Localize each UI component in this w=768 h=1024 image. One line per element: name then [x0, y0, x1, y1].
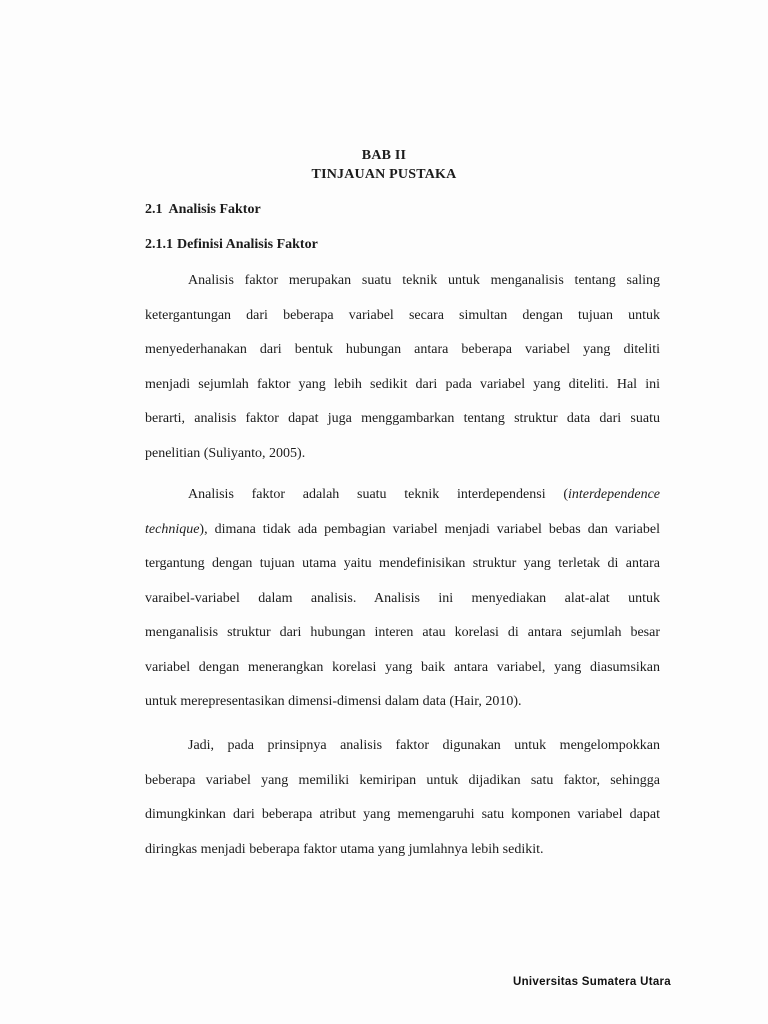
chapter-label: BAB II [361, 148, 407, 163]
paragraph-line: diringkas menjadi beberapa faktor utama yang jumlahnya lebih sedikit. [145, 841, 544, 857]
paragraph-line: menganalisis struktur dari hubungan interen atau korelasi di antara sejumlah besar [145, 625, 660, 640]
paragraph-line: variabel dengan menerangkan korelasi yang baik antara variabel, yang diasumsikan [145, 659, 660, 675]
paragraph-3 [145, 737, 660, 875]
subsection-number: 2.1.1 [145, 237, 173, 252]
paragraph-line: Analisis faktor merupakan suatu teknik untuk menganalisis tentang saling [188, 273, 660, 288]
section-heading [145, 201, 261, 219]
paragraph-line: varaibel-variabel dalam analisis. Analisis ini menyediakan alat-alat untuk [145, 590, 660, 606]
subsection-title: Definisi Analisis Faktor [177, 237, 318, 252]
section-title: Analisis Faktor [168, 202, 261, 217]
paragraph-line: dimungkinkan dari beberapa atribut yang memengaruhi satu komponen variabel dapat [145, 807, 660, 822]
chapter-heading [0, 146, 768, 184]
paragraph-line: penelitian (Suliyanto, 2005). [145, 445, 306, 461]
paragraph-line: menyederhanakan dari bentuk hubungan antara beberapa variabel yang diteliti [145, 342, 660, 357]
paragraph-1 [145, 272, 660, 479]
section-number: 2.1 [145, 202, 163, 217]
paragraph-line [145, 521, 660, 556]
subsection-heading [145, 236, 318, 254]
paragraph-2 [145, 486, 660, 728]
text-run: ), dimana tidak ada pembagian variabel menjadi variabel bebas dan variabel [199, 521, 660, 537]
paragraph-line: Jadi, pada prinsipnya analisis faktor digunakan untuk mengelompokkan [188, 738, 660, 753]
paragraph-line [145, 486, 660, 521]
footer-institution: Universitas Sumatera Utara [513, 976, 672, 988]
paragraph-line: menjadi sejumlah faktor yang lebih sedikit dari pada variabel yang diteliti. Hal ini [145, 376, 660, 392]
paragraph-line: berarti, analisis faktor dapat juga menggambarkan tentang struktur data dari suatu [145, 411, 660, 426]
chapter-title: TINJAUAN PUSTAKA [311, 167, 457, 182]
paragraph-line: beberapa variabel yang memiliki kemiripan untuk dijadikan satu faktor, sehingga [145, 772, 660, 788]
text-run: Analisis faktor adalah suatu teknik interdependensi ( [188, 487, 568, 502]
paragraph-line: ketergantungan dari beberapa variabel secara simultan dengan tujuan untuk [145, 307, 660, 323]
italic-term: interdependence [568, 487, 660, 502]
paragraph-line: tergantung dengan tujuan utama yaitu mendefinisikan struktur yang terletak di antara [145, 556, 660, 571]
paragraph-line: untuk merepresentasikan dimensi-dimensi dalam data (Hair, 2010). [145, 694, 522, 709]
italic-term: technique [145, 521, 200, 537]
